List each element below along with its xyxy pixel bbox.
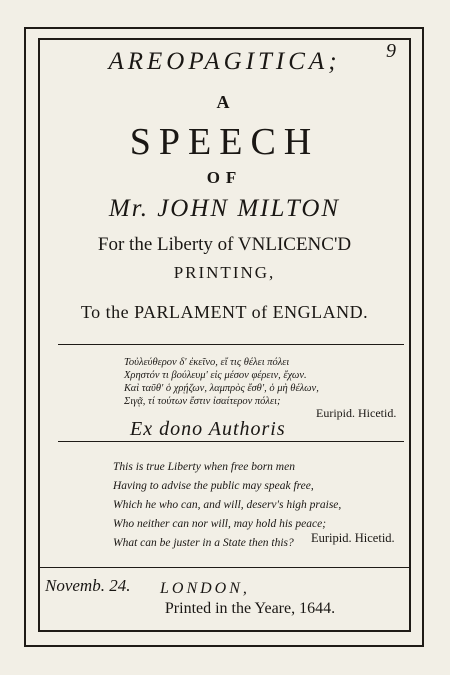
- handwritten-inscription: Ex dono Authoris: [130, 418, 286, 440]
- page-title: AREOPAGITICA;: [108, 48, 341, 75]
- greek-citation: Euripid. Hicetid.: [316, 406, 397, 420]
- greek-quotation: [124, 356, 414, 408]
- divider-rule: [38, 567, 411, 568]
- imprint-city: LONDON,: [160, 580, 250, 597]
- verse-line: This is true Liberty when free born men: [113, 461, 295, 473]
- greek-line: Σιγᾷ, τί τούτων ἔστιν ἰσαίτερον πόλει;: [124, 396, 281, 407]
- divider-rule: [58, 344, 404, 345]
- verse-line: Who neither can nor will, may hold his peace;: [113, 518, 327, 530]
- greek-line: Χρηστόν τι βούλευμ' εἰς μέσον φέρειν, ἔχων.: [124, 370, 307, 381]
- greek-line: Τοὐλεύθερον δ' ἐκεῖνο, εἴ τις θέλει πόλει: [124, 357, 290, 368]
- subtitle-printing: PRINTING,: [173, 263, 276, 282]
- author-name: Mr. JOHN MILTON: [108, 195, 341, 222]
- verse-line: What can be juster in a State then this?: [113, 537, 294, 549]
- handwritten-mark: 9: [386, 40, 396, 62]
- title-speech: SPEECH: [129, 121, 320, 163]
- title-a: A: [216, 92, 233, 112]
- verse-citation: Euripid. Hicetid.: [311, 531, 395, 545]
- subtitle-for: For the Liberty of VNLICENC'D: [97, 234, 352, 255]
- verse-line: Having to advise the public may speak free,: [113, 480, 314, 492]
- imprint-printed: Printed in the Yeare, 1644.: [164, 600, 336, 617]
- subtitle-to: To the PARLAMENT of ENGLAND.: [80, 302, 369, 322]
- handwritten-date: Novemb. 24.: [45, 576, 131, 595]
- verse-line: Which he who can, and will, deserv's high praise,: [113, 499, 342, 511]
- title-of: OF: [206, 168, 243, 187]
- greek-line: Καὶ ταῦθ' ὁ χρῄζων, λαμπρὸς ἔσθ', ὁ μὴ θέλων,: [124, 383, 319, 394]
- divider-rule: [58, 441, 404, 442]
